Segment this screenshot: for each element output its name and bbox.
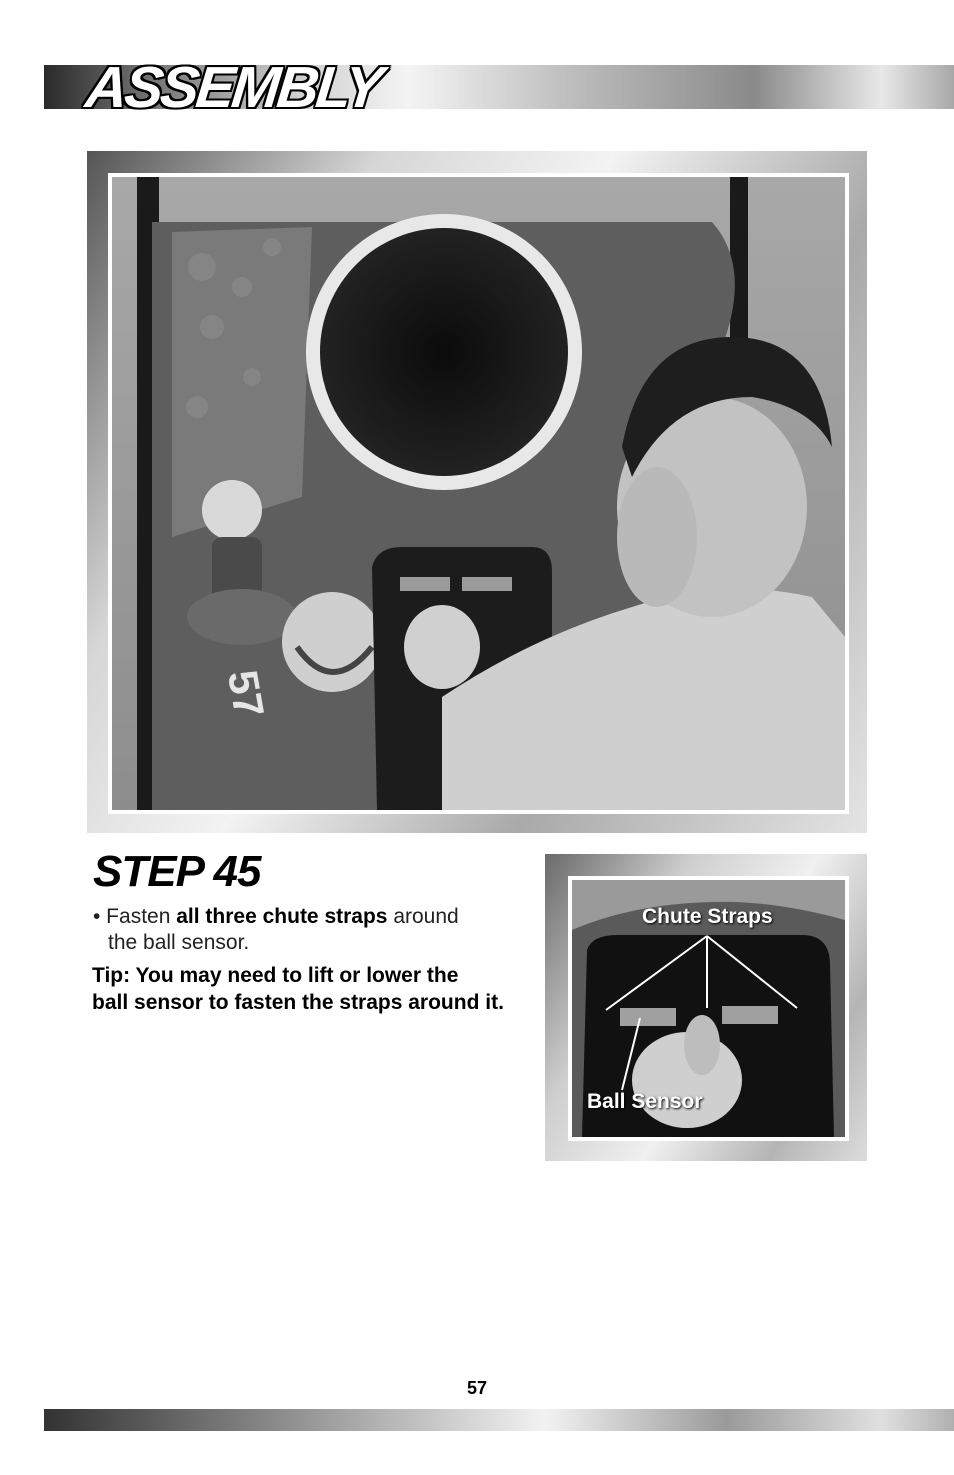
step-title: STEP 45 xyxy=(93,847,261,896)
step-instruction xyxy=(93,904,533,956)
instruction-suffix: around xyxy=(387,905,459,928)
tip-line2: ball sensor to fasten the straps around it. xyxy=(92,991,504,1014)
svg-text:57: 57 xyxy=(218,666,274,721)
instruction-prefix: • Fasten xyxy=(93,905,177,928)
section-title: ASSEMBLY xyxy=(82,55,384,120)
callout-ball-sensor: Ball Sensor xyxy=(587,1090,703,1113)
main-photo xyxy=(108,173,849,814)
callout-chute-straps: Chute Straps xyxy=(642,905,773,928)
page-number: 57 xyxy=(466,1378,488,1398)
main-photo-illustration xyxy=(112,177,845,810)
footer-bar xyxy=(44,1409,954,1431)
instruction-emphasis: all three chute straps xyxy=(176,905,388,928)
instruction-line2: the ball sensor. xyxy=(108,931,250,954)
step-tip xyxy=(92,962,532,1016)
tip-line1: Tip: You may need to lift or lower the xyxy=(92,964,459,987)
